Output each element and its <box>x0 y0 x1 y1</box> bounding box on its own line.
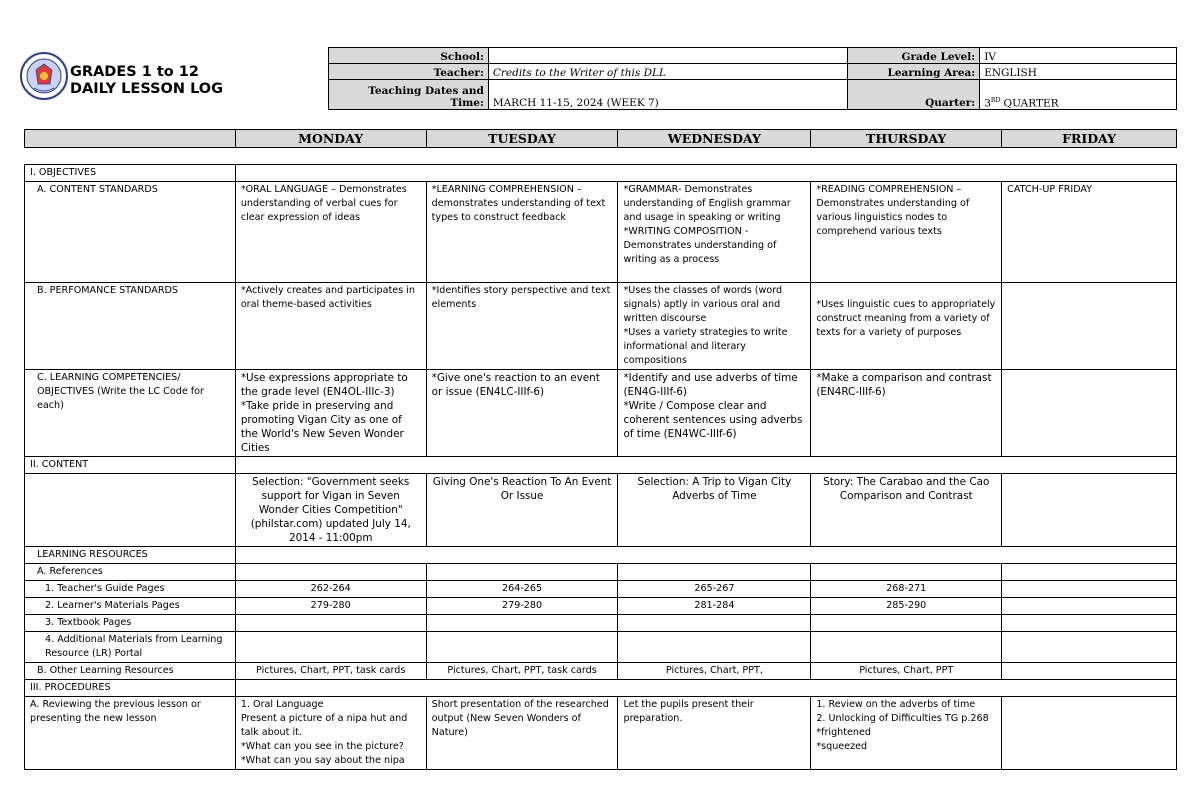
thursday-cell: 1. Review on the adverbs of time 2. Unlocking of Difficulties TG p.268 *frightened *squeezed <box>811 697 1002 770</box>
learning-competencies-row <box>25 370 1177 457</box>
other-resources-row <box>25 663 1177 680</box>
friday-cell <box>1002 474 1177 547</box>
day-thursday: THURSDAY <box>811 130 1002 148</box>
monday-cell: 262-264 <box>235 581 426 598</box>
friday-cell <box>1002 283 1177 370</box>
row-label: A. References <box>25 564 236 581</box>
deped-seal-logo <box>20 48 68 104</box>
textbook-pages-row <box>25 615 1177 632</box>
row-label: C. LEARNING COMPETENCIES/ OBJECTIVES (Write the LC Code for each) <box>25 370 236 457</box>
friday-cell <box>1002 598 1177 615</box>
wednesday-cell: *Uses the classes of words (word signals) aptly in various oral and written discourse *Uses a variety strategies to write informational and literary compositions <box>618 283 811 370</box>
monday-cell: 279-280 <box>235 598 426 615</box>
content-section-row <box>25 457 1177 474</box>
page-title <box>70 64 223 98</box>
friday-cell <box>1002 581 1177 598</box>
wednesday-cell: 281-284 <box>618 598 811 615</box>
wednesday-cell: Let the pupils present their preparation. <box>618 697 811 770</box>
row-label: 4. Additional Materials from Learning Resource (LR) Portal <box>25 632 236 663</box>
school-value <box>488 48 847 64</box>
thursday-cell: Pictures, Chart, PPT <box>811 663 1002 680</box>
additional-materials-row <box>25 632 1177 663</box>
learning-area-value: ENGLISH <box>980 64 1177 80</box>
tuesday-cell: *Identifies story perspective and text elements <box>426 283 618 370</box>
performance-standards-row <box>25 283 1177 370</box>
references-row <box>25 564 1177 581</box>
friday-cell <box>1002 663 1177 680</box>
review-lesson-row <box>25 697 1177 770</box>
procedures-heading: III. PROCEDURES <box>25 680 236 697</box>
day-monday: MONDAY <box>235 130 426 148</box>
monday-cell: Pictures, Chart, PPT, task cards <box>235 663 426 680</box>
thursday-cell: Story: The Carabao and the Cao Comparison and Contrast <box>811 474 1002 547</box>
row-label: B. PERFOMANCE STANDARDS <box>25 283 236 370</box>
content-standards-row <box>25 182 1177 283</box>
monday-cell: Selection: "Government seeks support for Vigan in Seven Wonder Cities Competition" (philstar.com) updated July 14, 2014 - 11:00pm <box>235 474 426 547</box>
wednesday-cell: *GRAMMAR- Demonstrates understanding of English grammar and usage in speaking or writing *WRITING COMPOSITION - Demonstrates understanding of writing as a process <box>618 182 811 283</box>
school-label: School: <box>329 48 489 64</box>
lesson-log-table <box>24 164 1177 770</box>
teacher-label: Teacher: <box>329 64 489 80</box>
friday-cell <box>1002 697 1177 770</box>
teachers-guide-row <box>25 581 1177 598</box>
tuesday-cell: 264-265 <box>426 581 618 598</box>
day-friday: FRIDAY <box>1002 130 1177 148</box>
quarter-label: Quarter: <box>848 80 980 110</box>
friday-cell <box>1002 370 1177 457</box>
monday-cell: *ORAL LANGUAGE – Demonstrates understanding of verbal cues for clear expression of ideas <box>235 182 426 283</box>
row-label: 1. Teacher's Guide Pages <box>25 581 236 598</box>
friday-cell: CATCH-UP FRIDAY <box>1002 182 1177 283</box>
row-label: A. CONTENT STANDARDS <box>25 182 236 283</box>
tuesday-cell: Pictures, Chart, PPT, task cards <box>426 663 618 680</box>
quarter-text: QUARTER <box>1003 97 1059 109</box>
procedures-section-row <box>25 680 1177 697</box>
row-label: A. Reviewing the previous lesson or presenting the new lesson <box>25 697 236 770</box>
thursday-cell: *Make a comparison and contrast (EN4RC-IIIf-6) <box>811 370 1002 457</box>
learning-resources-heading: LEARNING RESOURCES <box>25 547 236 564</box>
day-wednesday: WEDNESDAY <box>618 130 811 148</box>
tuesday-cell: Short presentation of the researched output (New Seven Wonders of Nature) <box>426 697 618 770</box>
wednesday-cell: *Identify and use adverbs of time (EN4G-IIIf-6) *Write / Compose clear and coherent sentences using adverbs of time (EN4WC-IIIf-6) <box>618 370 811 457</box>
row-label: 3. Textbook Pages <box>25 615 236 632</box>
objectives-section-row <box>25 165 1177 182</box>
tuesday-cell: *Give one's reaction to an event or issue (EN4LC-IIIf-6) <box>426 370 618 457</box>
title-line-2: DAILY LESSON LOG <box>70 81 224 97</box>
title-line-1: GRADES 1 to 12 <box>70 64 199 80</box>
wednesday-cell: 265-267 <box>618 581 811 598</box>
thursday-cell: *READING COMPREHENSION – Demonstrates understanding of various linguistics nodes to comprehend various texts <box>811 182 1002 283</box>
content-heading: II. CONTENT <box>25 457 236 474</box>
tuesday-cell: Giving One's Reaction To An Event Or Issue <box>426 474 618 547</box>
day-header-blank <box>25 130 236 148</box>
quarter-number: 3 <box>984 97 991 109</box>
content-row <box>25 474 1177 547</box>
wednesday-cell: Selection: A Trip to Vigan City Adverbs of Time <box>618 474 811 547</box>
monday-cell: *Use expressions appropriate to the grade level (EN4OL-IIIc-3) *Take pride in preserving and promoting Vigan City as one of the World's New Seven Wonder Cities <box>235 370 426 457</box>
quarter-superscript: RD <box>990 96 1001 104</box>
weekday-header-table <box>24 129 1177 148</box>
quarter-value <box>980 80 1177 110</box>
teaching-dates-label: Teaching Dates and Time: <box>329 80 489 110</box>
day-tuesday: TUESDAY <box>426 130 618 148</box>
learning-area-label: Learning Area: <box>848 64 980 80</box>
tuesday-cell: 279-280 <box>426 598 618 615</box>
row-label: 2. Learner's Materials Pages <box>25 598 236 615</box>
objectives-heading: I. OBJECTIVES <box>25 165 236 182</box>
wednesday-cell: Pictures, Chart, PPT, <box>618 663 811 680</box>
teacher-value: Credits to the Writer of this DLL <box>488 64 847 80</box>
grade-level-value: IV <box>980 48 1177 64</box>
monday-cell: 1. Oral Language Present a picture of a nipa hut and talk about it. *What can you see in the picture? *What can you say about the nipa <box>235 697 426 770</box>
thursday-cell: *Uses linguistic cues to appropriately construct meaning from a variety of texts for a variety of purposes <box>811 283 1002 370</box>
row-label: B. Other Learning Resources <box>25 663 236 680</box>
teaching-dates-value: MARCH 11-15, 2024 (WEEK 7) <box>488 80 847 110</box>
thursday-cell: 268-271 <box>811 581 1002 598</box>
monday-cell: *Actively creates and participates in oral theme-based activities <box>235 283 426 370</box>
tuesday-cell: *LEARNING COMPREHENSION – demonstrates understanding of text types to construct feedback <box>426 182 618 283</box>
learning-resources-row <box>25 547 1177 564</box>
header-info-table <box>328 47 1177 110</box>
thursday-cell: 285-290 <box>811 598 1002 615</box>
grade-level-label: Grade Level: <box>848 48 980 64</box>
learners-materials-row <box>25 598 1177 615</box>
